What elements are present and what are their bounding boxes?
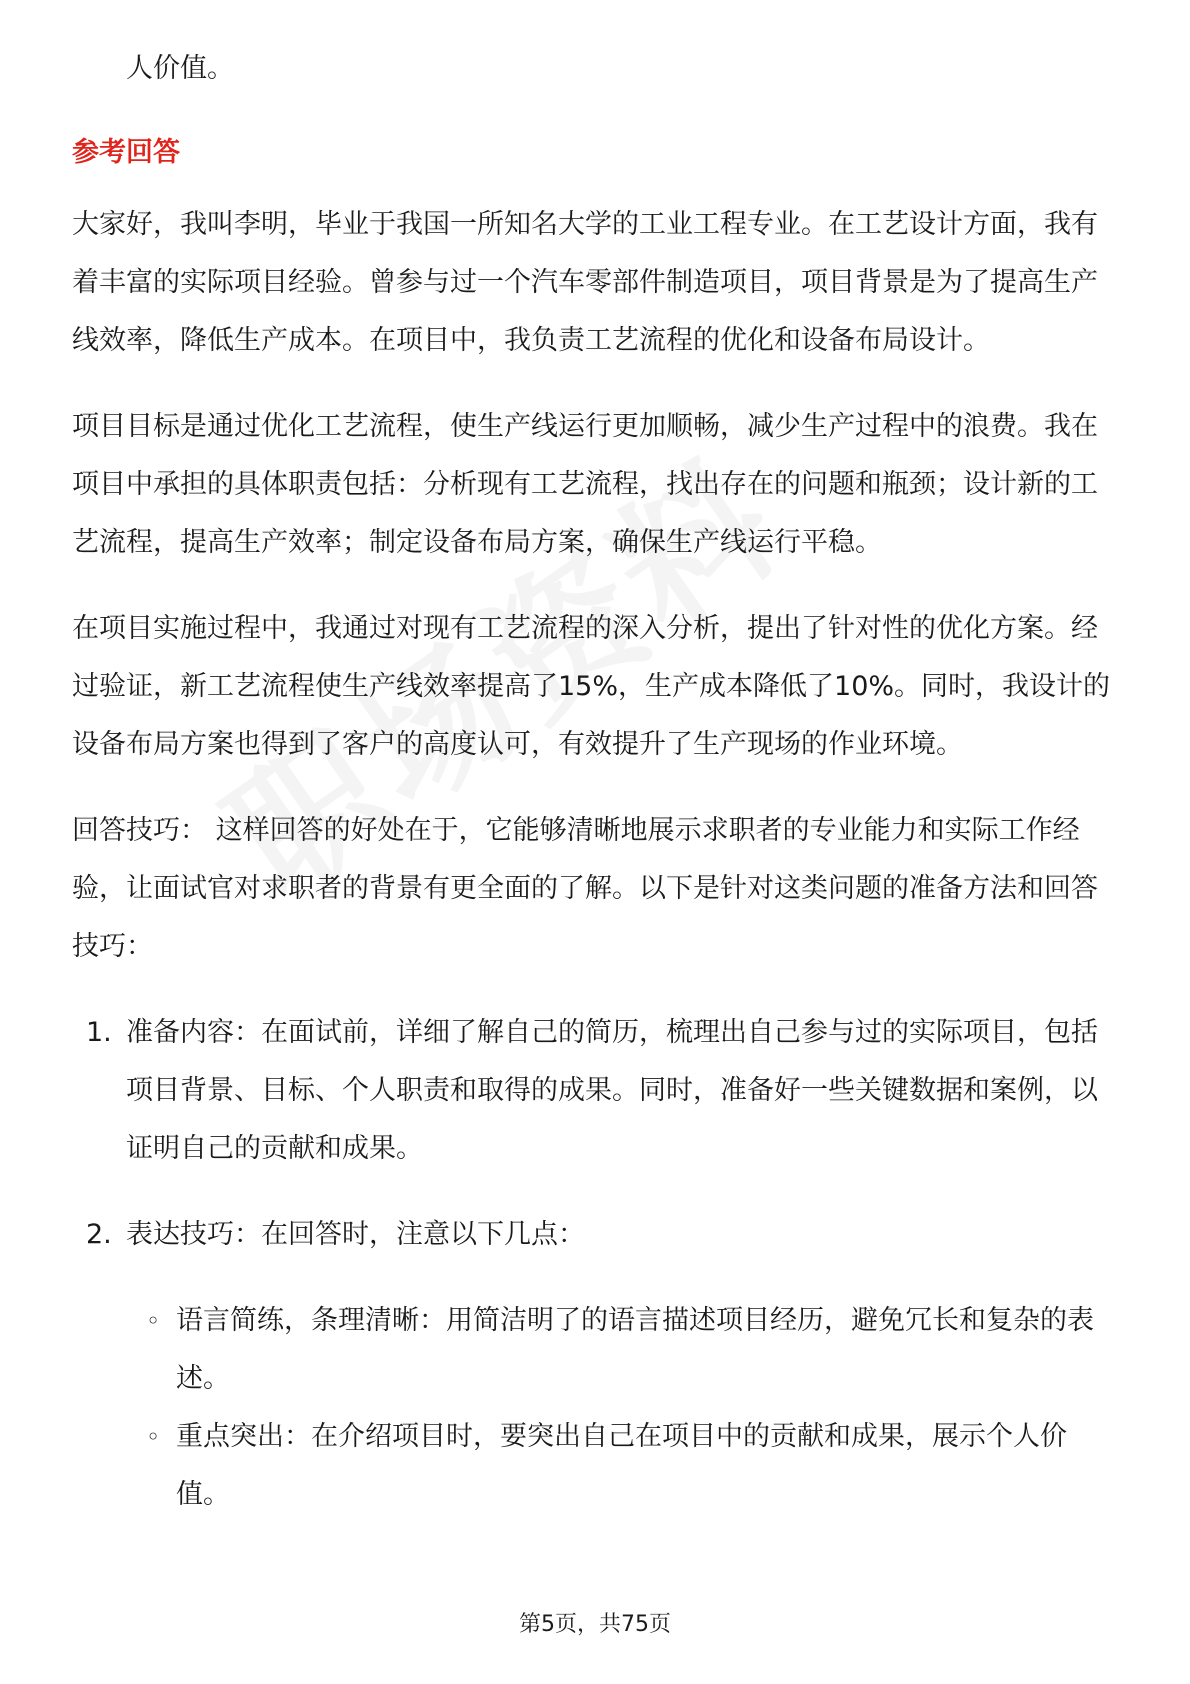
sub-list [72,1292,1118,1524]
hollow-bullet-icon: ◦ [146,1307,161,1335]
paragraph-tips: 回答技巧： 这样回答的好处在于，它能够清晰地展示求职者的专业能力和实际工作经验，让面试官对求职者的背景有更全面的了解。以下是针对这类问题的准备方法和回答技巧： [72,815,1098,962]
tips-list [72,1004,1118,1264]
list-number: 2. [86,1219,112,1250]
section-heading: 参考回答 [72,137,180,168]
list-item-text: 表达技巧：在回答时，注意以下几点： [126,1219,585,1250]
page-number: 第5页，共75页 [519,1612,671,1637]
sub-list-item [72,1408,1118,1524]
sub-list-item-text: 语言简练，条理清晰：用简洁明了的语言描述项目经历，避免冗长和复杂的表述。 [176,1305,1094,1394]
paragraph-results: 在项目实施过程中，我通过对现有工艺流程的深入分析，提出了针对性的优化方案。经过验证，新工艺流程使生产线效率提高了15%，生产成本降低了10%。同时，我设计的设备布局方案也得到了客户的高度认可，有效提升了生产现场的作业环境。 [72,613,1111,760]
document-page [72,40,1118,1524]
list-item [72,1004,1118,1178]
paragraph-intro: 大家好，我叫李明，毕业于我国一所知名大学的工业工程专业。在工艺设计方面，我有着丰富的实际项目经验。曾参与过一个汽车零部件制造项目，项目背景是为了提高生产线效率，降低生产成本。在项目中，我负责工艺流程的优化和设备布局设计。 [72,209,1098,356]
list-item [72,1206,1118,1264]
continuation-text: 人价值。 [126,53,234,84]
list-number: 1. [86,1017,112,1048]
sub-list-item [72,1292,1118,1408]
list-item-text: 准备内容：在面试前，详细了解自己的简历，梳理出自己参与过的实际项目，包括项目背景、目标、个人职责和取得的成果。同时，准备好一些关键数据和案例，以证明自己的贡献和成果。 [126,1017,1098,1164]
paragraph-goals: 项目目标是通过优化工艺流程，使生产线运行更加顺畅，减少生产过程中的浪费。我在项目中承担的具体职责包括：分析现有工艺流程，找出存在的问题和瓶颈；设计新的工艺流程，提高生产效率；制定设备布局方案，确保生产线运行平稳。 [72,411,1098,558]
hollow-bullet-icon: ◦ [146,1423,161,1451]
sub-list-item-text: 重点突出：在介绍项目时，要突出自己在项目中的贡献和成果，展示个人价值。 [176,1421,1067,1510]
